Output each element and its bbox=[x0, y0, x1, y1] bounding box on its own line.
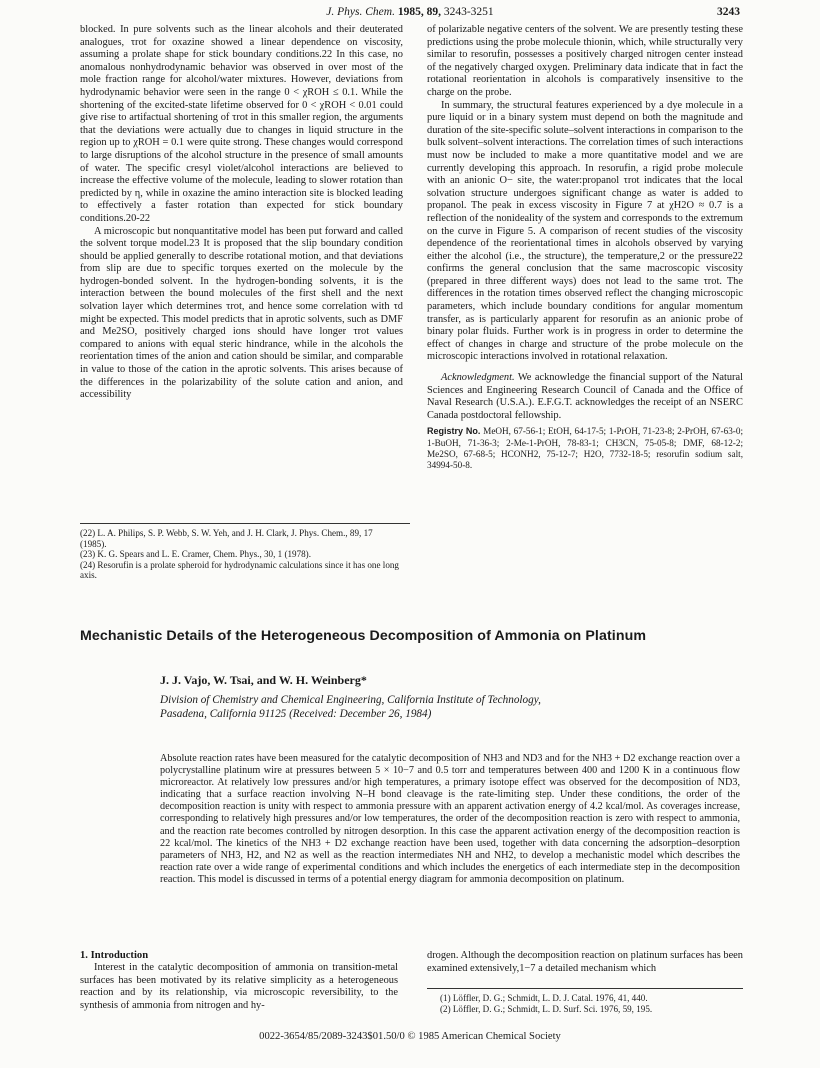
page-number: 3243 bbox=[717, 6, 740, 18]
footnote: (23) K. G. Spears and L. E. Cramer, Chem. Phys., 30, 1 (1978). bbox=[80, 549, 311, 560]
right-column bbox=[427, 24, 743, 471]
left-footnotes bbox=[80, 528, 400, 581]
affiliation-line: Division of Chemistry and Chemical Engineering, California Institute of Technology, bbox=[160, 694, 541, 706]
intro-left-column bbox=[80, 962, 398, 1012]
footnote-rule bbox=[427, 988, 743, 989]
paragraph: Interest in the catalytic decomposition of ammonia on transition-metal surfaces has been motivated by its relative simplicity as a heterogeneous reaction and by its relationship, via microscopic reversibility, to the synthesis of ammonia from nitrogen and hy- bbox=[80, 962, 398, 1011]
right-footnotes bbox=[440, 993, 743, 1014]
registry-label: Registry No. bbox=[427, 426, 481, 437]
page-footer: 0022-3654/85/2089-3243$01.50/0 © 1985 American Chemical Society bbox=[259, 1031, 561, 1042]
paragraph: In summary, the structural features experienced by a dye molecule in a pure liquid or in a binary system must depend on both the magnitude and duration of the site-specific solute–solvent interactions in comparison to the bulk solvent–solvent interactions. The correlation times of such interactions must now be included to make a more quantitative model and we are currently developing this approach. In resorufin, a rigid probe molecule with an anionic O− site, the water:propanol τrot indicates that the local solvation structure undergoes significant change as water is added to propanol. The peak in excess viscosity in Figure 7 at χH2O ≈ 0.7 is a reflection of the nonideality of the system and corresponds to the extremum on the curve in Figure 5. A comparison of recent studies of the viscosity dependence of the reorientational times in alcohols observed by varying either the alcohol (i.e., the structure), the temperature,2 or the pressure22 confirms the general conclusion that the same macroscopic viscosity (prepared in three different ways) does not lead to the same τrot. The differences in the rotation times observed reflect the changing microscopic parameters, which include boundary conditions for angular momentum transfer, as is particularly apparent for resorufin as an anionic probe of binary polar fluids. Further work is in progress in order to determine the effect of changes in charge and structure of the probe molecule on the microscopic interactions involved in rotational relaxation. bbox=[427, 99, 743, 363]
paragraph: of polarizable negative centers of the solvent. We are presently testing these predictions using the probe molecule thionin, which, while structurally very similar to resorufin, possesses a positively charged nitrogen center instead of the negatively charged oxygen. Preliminary data indicate that in fact the rotational reorientation in alcohols is comparatively insensitive to the charge on the probe. bbox=[427, 24, 743, 98]
left-column bbox=[80, 24, 403, 402]
journal-pages: 3243-3251 bbox=[443, 6, 494, 18]
registry-numbers bbox=[427, 426, 743, 471]
footnote: (2) Löffler, D. G.; Schmidt, L. D. Surf. Sci. 1976, 59, 195. bbox=[440, 1003, 653, 1014]
acknowledgment-label: Acknowledgment. bbox=[441, 372, 515, 384]
article-title: Mechanistic Details of the Heterogeneous Decomposition of Ammonia on Platinum bbox=[80, 628, 647, 644]
acknowledgment bbox=[427, 372, 743, 422]
paragraph: A microscopic but nonquantitative model has been put forward and called the solvent torque model.23 It is proposed that the slip boundary condition should be applied generally to describe rotational motion, and that deviations from slip are due to specific torques exerted on the molecule by the hydrogen-bonded solvent. In the hydrogen-bonding solvents, it is the interaction between the bound molecules of the first shell and the next solvation layer which determines τrot, and hence some correlation with τd might be expected. This model predicts that in aprotic solvents, such as DMF and Me2SO, positively charged ions should have longer τrot values compared to anions with equal steric hindrance, while in the alcohols the reorientation times of the anion and cation should be similar, and comparable in value to those of the cation in the aprotic solvents. This arises because of the differences in the polarizability of the solute cation and anion, and accessibility bbox=[80, 225, 403, 401]
article-affiliation bbox=[160, 693, 720, 721]
registry-text: MeOH, 67-56-1; EtOH, 64-17-5; 1-PrOH, 71-23-8; 2-PrOH, 67-63-0; 1-BuOH, 71-36-3; 2-Me-1-PrOH, 78-83-1; CH3CN, 75-05-8; DMF, 68-12-2; Me2SO, 67-68-5; HCONH2, 75-12-7; H2O, 7732-18-5; resorufin sodium salt, 34994-50-8. bbox=[427, 426, 744, 471]
journal-name: J. Phys. Chem. bbox=[326, 6, 395, 18]
footnote: (1) Löffler, D. G.; Schmidt, L. D. J. Catal. 1976, 41, 440. bbox=[440, 993, 648, 1003]
footnote: (22) L. A. Philips, S. P. Webb, S. W. Yeh, and J. H. Clark, J. Phys. Chem., 89, 17 (1985). bbox=[80, 528, 373, 549]
intro-right-column bbox=[427, 950, 743, 975]
affiliation-line: Pasadena, California 91125 (Received: December 26, 1984) bbox=[160, 708, 432, 720]
abstract: Absolute reaction rates have been measured for the catalytic decomposition of NH3 and ND3 and for the NH3 + D2 exchange reaction over a polycrystalline platinum wire at pressures between 5 × 10−7 and 0.5 torr and temperatures between 400 and 1200 K in a continuous flow microreactor. At relatively low pressures and/or high temperatures, a primary isotope effect was observed for the decomposition of ND3, indicating that a surface reaction involving N–H bond cleavage is the rate-limiting step. Under these conditions, the order of the decomposition reaction is unity with respect to ammonia pressure with an apparent activation energy of 4.2 kcal/mol. As coverages increase, corresponding to relatively high pressures and/or low temperatures, the order of the decomposition reaction is zero with respect to ammonia, and the reaction rate becomes controlled by nitrogen desorption. In this case the apparent activation energy of the decomposition reaction is 22 kcal/mol. The kinetics of the NH3 + D2 exchange reaction have been used, together with data concerning the adsorption–desorption parameters of NH3, H2, and N2 as well as the reaction intermediates NH and NH2, to develop a mechanistic model which describes the reaction rate over a wide range of experimental conditions and which includes the energetics of each intermediate step in the decomposition reaction. This model is discussed in terms of a potential energy diagram for ammonia decomposition on platinum. bbox=[160, 753, 740, 885]
footnote-rule bbox=[80, 523, 410, 524]
paragraph: blocked. In pure solvents such as the linear alcohols and their deuterated analogues, τrot for oxazine showed a linear dependence on viscosity, assuming a prolate shape for stick boundary conditions.22 In this case, no anomalous nonhydrodynamic behavior was observed in over most of the mole fraction range for alcohol/water mixtures. However, deviations from hydrodynamic behavior were seen in the range 0 < χROH ≤ 0.1. While the shortening of the excited-state lifetime observed for 0 < χROH < 0.01 could give rise to artifactual shortening of τrot in this smaller region, the arguments that the deviations were actually due to changes in liquid structure in the region up to χROH = 0.1 were quite strong. These changes would correspond to large disruptions of the alcohol structure in the presence of small amounts of water. The specific cresyl violet/alcohol interactions are believed to increase the effective volume of the molecule, leading to slower rotation than predicted by η, while in oxazine the amino interaction site is blocked leading to effectively a faster rotation than expected for stick boundary conditions.20-22 bbox=[80, 24, 403, 224]
paragraph: drogen. Although the decomposition reaction on platinum surfaces has been examined extensively,1−7 a detailed mechanism which bbox=[427, 950, 743, 974]
section-heading: 1. Introduction bbox=[80, 950, 149, 961]
running-header bbox=[80, 6, 740, 22]
footnote: (24) Resorufin is a prolate spheroid for hydrodynamic calculations since it has one long axis. bbox=[80, 559, 399, 581]
acknowledgment-text: We acknowledge the financial support of the Natural Sciences and Engineering Research Council of Canada and the Office of Naval Research (U.S.A.). E.F.G.T. acknowledges the receipt of an NSERC Canada postdoctoral fellowship. bbox=[427, 372, 743, 421]
journal-year-volume: 1985, 89, bbox=[397, 6, 441, 18]
article-authors: J. J. Vajo, W. Tsai, and W. H. Weinberg* bbox=[160, 673, 367, 687]
